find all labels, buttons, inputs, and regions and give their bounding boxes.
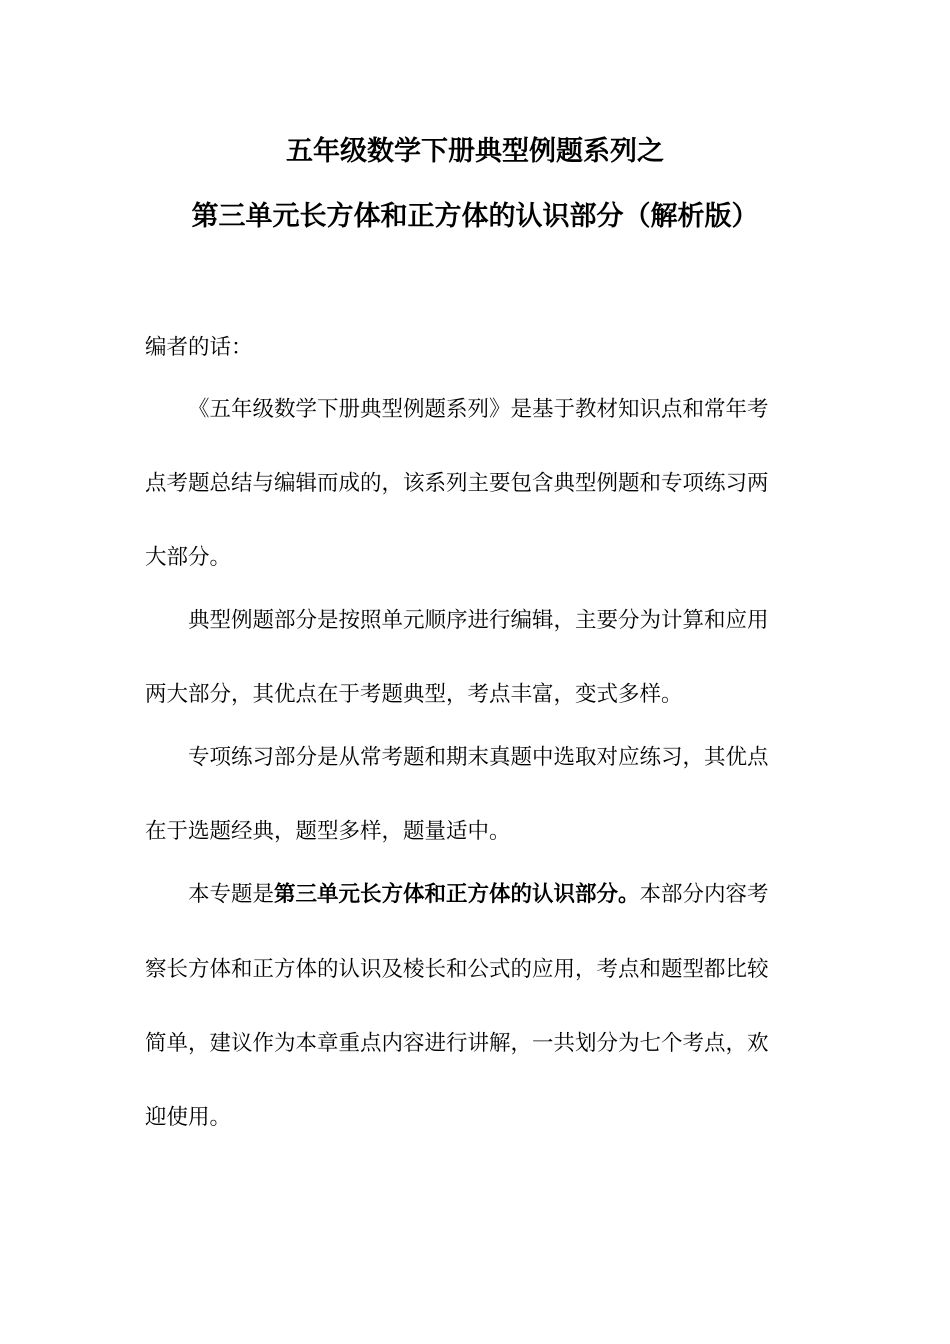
paragraph-3-line-1: 专项练习部分是从常考题和期末真题中选取对应练习，其优点 <box>188 745 769 770</box>
document-title-line-2: 第三单元长方体和正方体的认识部分（解析版） <box>191 201 759 232</box>
paragraph-1-line-2: 点考题总结与编辑而成的，该系列主要包含典型例题和专项练习两 <box>145 471 769 496</box>
paragraph-2-line-1: 典型例题部分是按照单元顺序进行编辑，主要分为计算和应用 <box>188 608 769 633</box>
document-title-line-1: 五年级数学下册典型例题系列之 <box>286 136 664 167</box>
paragraph-4-line-2: 察长方体和正方体的认识及棱长和公式的应用，考点和题型都比较 <box>145 957 769 982</box>
paragraph-4-intro: 本专题是 <box>188 882 275 907</box>
paragraph-3-line-2: 在于选题经典，题型多样，题量适中。 <box>145 819 511 844</box>
paragraph-4-topic-bold: 第三单元长方体和正方体的认识部分。 <box>274 882 640 907</box>
paragraph-2-line-2: 两大部分，其优点在于考题典型，考点丰富，变式多样。 <box>145 682 683 707</box>
editor-note-label: 编者的话： <box>145 335 253 360</box>
paragraph-4-line-3: 简单，建议作为本章重点内容进行讲解，一共划分为七个考点，欢 <box>145 1031 769 1056</box>
paragraph-1-line-3: 大部分。 <box>145 545 232 570</box>
paragraph-4-line-1 <box>188 880 769 910</box>
paragraph-4-line-1-end: 本部分内容考 <box>639 882 769 907</box>
paragraph-1-line-1: 《五年级数学下册典型例题系列》是基于教材知识点和常年考 <box>188 397 769 422</box>
paragraph-4-line-4: 迎使用。 <box>145 1105 232 1130</box>
